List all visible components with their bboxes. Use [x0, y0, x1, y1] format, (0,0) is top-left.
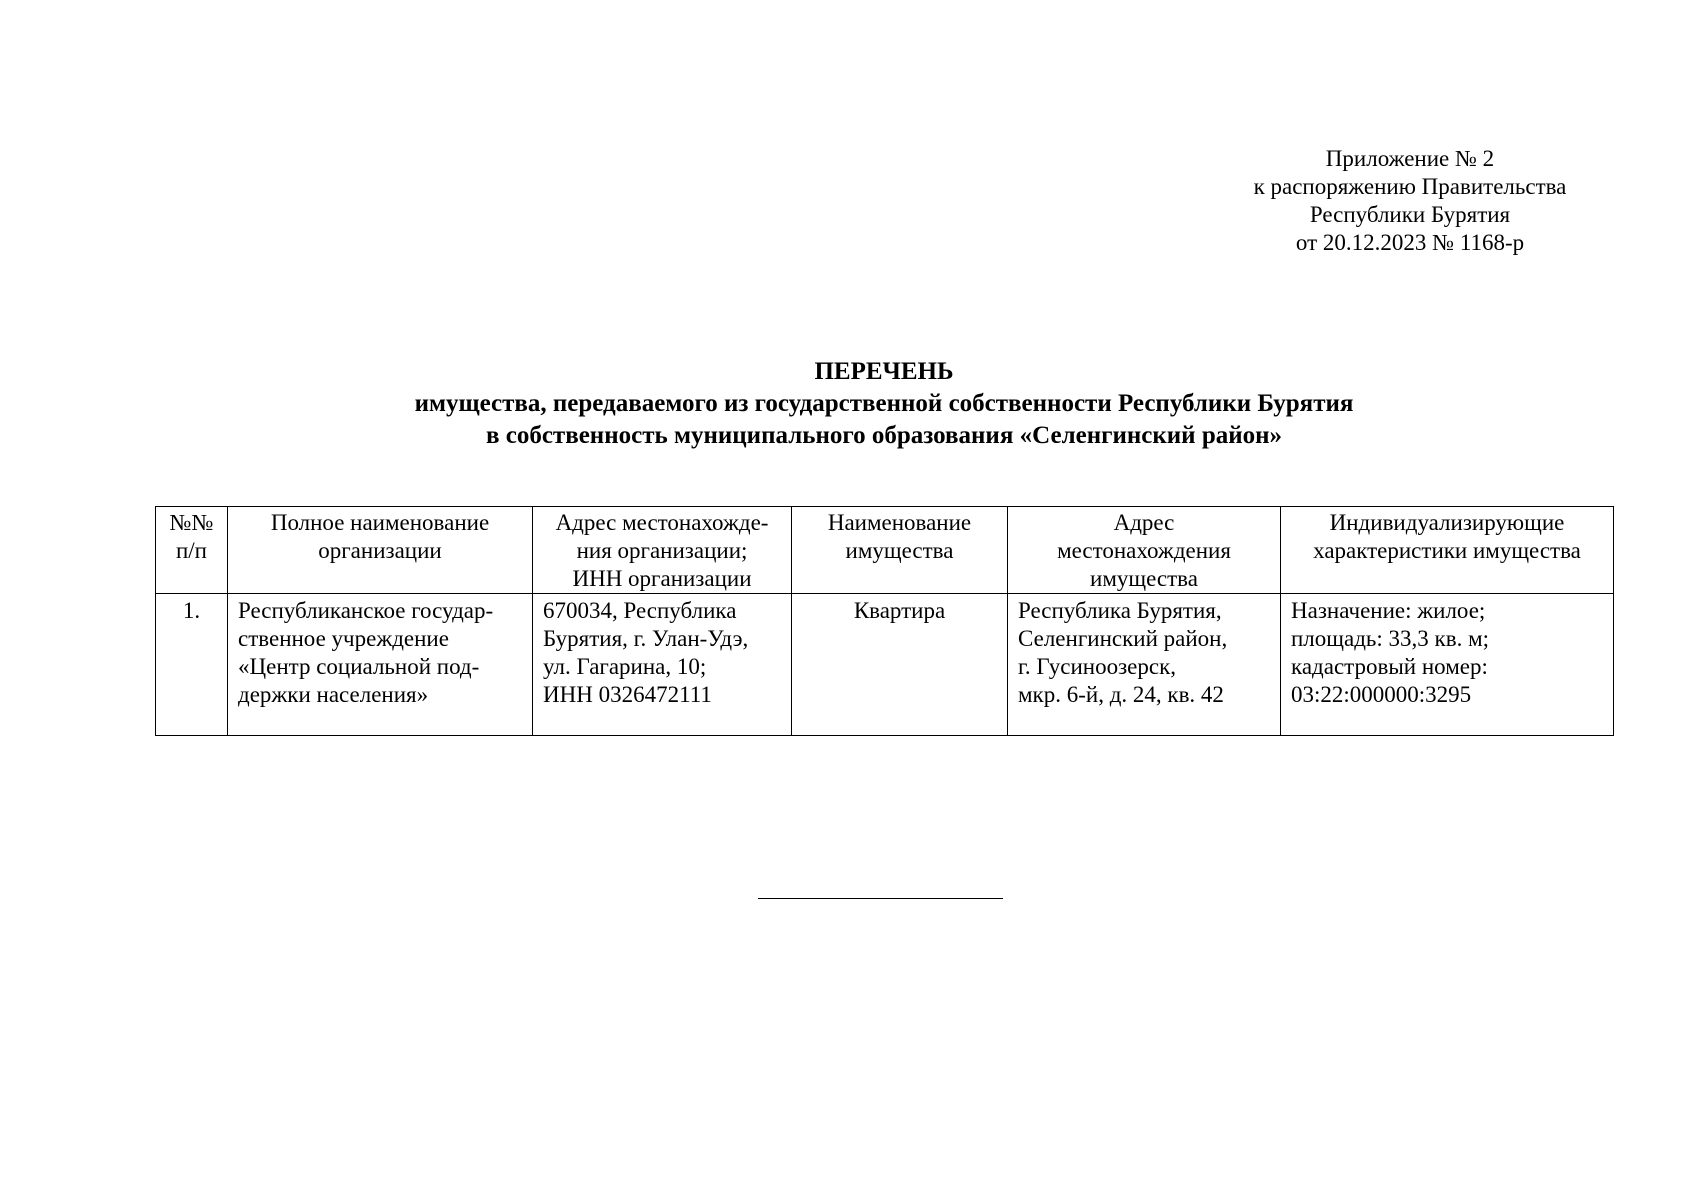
header-line: Адрес местонахожде-: [555, 510, 769, 535]
document-heading: [155, 356, 1613, 452]
header-line: №№: [169, 510, 214, 535]
header-cell-organization-address: [533, 507, 792, 594]
cell-line: Республиканское государ-: [238, 598, 494, 623]
cell-organization: [228, 594, 533, 736]
cell-number: [156, 594, 228, 736]
cell-line: 03:22:000000:3295: [1291, 682, 1472, 707]
header-cell-characteristics: [1281, 507, 1614, 594]
header-line: имущества: [845, 538, 954, 563]
property-table: [155, 506, 1614, 736]
header-line: ИНН организации: [572, 566, 752, 591]
cell-organization-address: [533, 594, 792, 736]
cell-line: 670034, Республика: [543, 598, 737, 623]
cell-line: ственное учреждение: [238, 626, 449, 651]
cell-line: Квартира: [853, 598, 946, 623]
annex-line: к распоряжению Правительства: [1253, 174, 1567, 199]
header-line: местонахождения: [1057, 538, 1231, 563]
cell-line: мкр. 6-й, д. 24, кв. 42: [1018, 682, 1224, 707]
annex-reference: [1180, 145, 1640, 257]
cell-line: «Центр социальной под-: [238, 654, 480, 679]
cell-property-name: [792, 594, 1008, 736]
document-subtitle-line: в собственность муниципального образования «Селенгинский район»: [485, 422, 1283, 449]
header-cell-number: [156, 507, 228, 594]
header-line: организации: [318, 538, 442, 563]
annex-line: от 20.12.2023 № 1168-р: [1295, 230, 1525, 255]
header-line: имущества: [1090, 566, 1198, 591]
header-cell-organization: [228, 507, 533, 594]
header-cell-property-name: [792, 507, 1008, 594]
document-title: ПЕРЕЧЕНЬ: [814, 358, 954, 385]
header-line: Полное наименование: [270, 510, 490, 535]
cell-line: 1.: [182, 598, 201, 623]
header-line: Индивидуализирующие: [1329, 510, 1565, 535]
cell-line: держки населения»: [238, 682, 429, 707]
cell-characteristics: [1281, 594, 1614, 736]
cell-line: ИНН 0326472111: [543, 682, 712, 707]
header-line: п/п: [175, 538, 207, 563]
table-row: [156, 594, 1614, 736]
cell-line: площадь: 33,3 кв. м;: [1291, 626, 1490, 651]
header-line: характеристики имущества: [1313, 538, 1581, 563]
header-line: Наименование: [827, 510, 972, 535]
annex-line: Республики Бурятия: [1309, 202, 1511, 227]
header-line: Адрес: [1113, 510, 1175, 535]
cell-line: Бурятия, г. Улан-Удэ,: [543, 626, 749, 651]
cell-line: ул. Гагарина, 10;: [543, 654, 707, 679]
header-cell-property-address: [1008, 507, 1281, 594]
annex-line: Приложение № 2: [1325, 146, 1495, 171]
cell-line: Назначение: жилое;: [1291, 598, 1486, 623]
document-subtitle-line: имущества, передаваемого из государственной собственности Республики Бурятия: [414, 390, 1354, 417]
header-line: ния организации;: [576, 538, 748, 563]
cell-line: Республика Бурятия,: [1018, 598, 1222, 623]
cell-property-address: [1008, 594, 1281, 736]
table-header-row: [156, 507, 1614, 594]
cell-line: г. Гусиноозерск,: [1018, 654, 1177, 679]
cell-line: кадастровый номер:: [1291, 654, 1488, 679]
cell-line: Селенгинский район,: [1018, 626, 1228, 651]
end-divider-line: [758, 898, 1003, 899]
